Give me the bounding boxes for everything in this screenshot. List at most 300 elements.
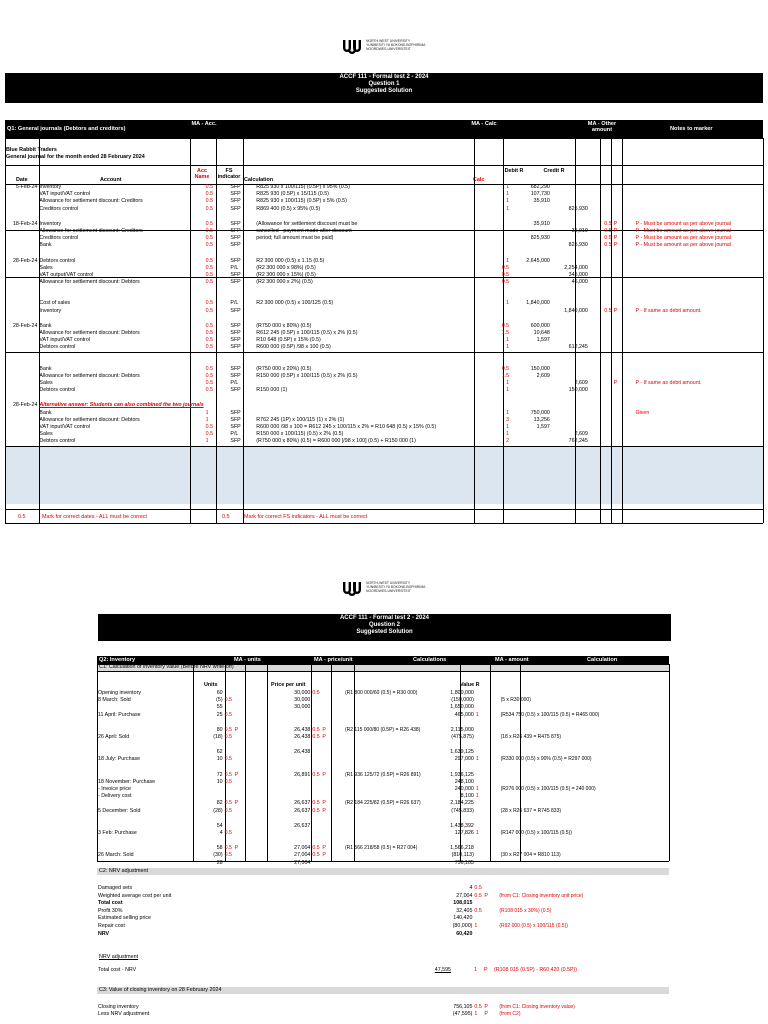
inventory-row xyxy=(97,704,669,711)
nrv-label: Damaged sets xyxy=(98,885,133,891)
journal-account: Bank xyxy=(39,409,52,416)
nrv-row xyxy=(97,931,669,939)
inventory-label: 18 July: Purchase xyxy=(98,756,141,763)
journal-fs-indicator: SFP xyxy=(230,416,241,423)
inventory-value: 2,184,225 xyxy=(450,800,474,807)
journal-calculation: (R750 000 x 80%) (0.5) = R600 000 [/98 x 100] (0.5) + R150 000 (1) xyxy=(256,438,416,445)
inventory-amount-mark: 1 xyxy=(475,756,479,763)
inventory-price-mark xyxy=(311,823,321,830)
journal-row xyxy=(5,300,763,307)
journal-other-mark xyxy=(589,387,613,402)
q2-c2-title-bar xyxy=(97,868,669,875)
journal-calculation: R869 400 (0.5) x 95% (0.5) xyxy=(256,205,321,212)
inventory-price: 30,000 xyxy=(294,697,311,704)
journal-other-pmark xyxy=(613,337,624,344)
inventory-label xyxy=(97,823,192,830)
inventory-calc: (30 x R27 004 = R810 113) xyxy=(500,852,561,859)
inventory-price: 27,004 xyxy=(294,852,311,859)
inventory-amount-pmark xyxy=(485,712,495,727)
inventory-units-pmark: P xyxy=(234,726,239,733)
inventory-label xyxy=(97,845,192,852)
inventory-price-mark xyxy=(311,779,321,786)
q2-c3-title: C3: Value of closing inventory on 28 February 2024 xyxy=(99,987,222,993)
inventory-units-pmark: P xyxy=(234,845,239,852)
nrv-row xyxy=(97,908,669,916)
journal-row xyxy=(5,221,763,228)
journal-note xyxy=(634,431,763,438)
inventory-price: 26,637 xyxy=(294,822,311,829)
inventory-spacer-2 xyxy=(331,690,344,697)
journal-debit: 107,730 xyxy=(530,191,550,198)
journal-calculation xyxy=(255,402,482,409)
inventory-spacer-2 xyxy=(331,704,344,711)
journal-other-pmark xyxy=(613,258,624,265)
journal-acc-mark: 0.5 xyxy=(205,205,214,212)
inventory-price-calc xyxy=(344,852,449,859)
journal-other-mark xyxy=(589,431,613,438)
journal-note xyxy=(634,323,763,330)
nrv-row xyxy=(97,893,669,901)
journal-other-mark xyxy=(589,438,613,445)
q2-header-calculation: Calculation xyxy=(587,657,618,663)
inventory-amount-pmark xyxy=(485,697,495,704)
journal-date xyxy=(5,279,38,300)
inventory-calc: (R534 750 (0.5) x 100/115 (0.5) = R465 000) xyxy=(500,711,600,718)
inventory-units-pmark xyxy=(234,793,244,800)
journal-other-pmark xyxy=(613,330,624,337)
nrv-value: 140,420 xyxy=(453,915,473,922)
q1-col-debit: Debit R xyxy=(504,168,524,174)
journal-note: Given xyxy=(635,409,650,416)
q1-hline xyxy=(5,165,763,166)
q2-header-ma-amount: MA - amount xyxy=(495,657,529,663)
inventory-spacer xyxy=(244,852,268,859)
inventory-price-pmark xyxy=(321,704,331,711)
journal-spacer xyxy=(623,344,634,365)
q1-company: Blue Rabbit Traders xyxy=(6,147,57,153)
journal-credit xyxy=(551,300,589,307)
inventory-amount-mark xyxy=(475,734,485,749)
journal-calculation xyxy=(255,242,482,257)
inventory-amount-pmark xyxy=(485,734,495,749)
journal-fs-indicator: SFP xyxy=(230,205,241,212)
nrv-mark xyxy=(473,900,483,908)
journal-acc-mark: 0.5 xyxy=(205,235,214,242)
journal-calc-mark: 1 xyxy=(506,184,510,190)
journal-row xyxy=(5,424,763,431)
inventory-units-pmark xyxy=(234,697,244,704)
q2-header-ma-units: MA - units xyxy=(234,657,261,663)
journal-account: Allowance for settlement discount: Creditors xyxy=(39,228,143,235)
inventory-price-mark xyxy=(311,697,321,704)
inventory-spacer xyxy=(244,704,268,711)
journal-calc-mark: 1 xyxy=(506,387,510,394)
closing-row xyxy=(97,1004,669,1011)
inventory-value: 240,000 xyxy=(454,786,474,793)
journal-calc-mark: 0.5 xyxy=(501,272,510,279)
nrv-calc: (R108 015 x 30%) (0.5) xyxy=(499,907,552,914)
inventory-spacer xyxy=(244,860,268,867)
inventory-units-mark: 0.5 xyxy=(224,734,233,741)
journal-other-mark xyxy=(589,272,613,279)
q2-c2-table xyxy=(97,885,669,938)
nrv-mark xyxy=(473,915,483,923)
closing-label: Closing inventory xyxy=(98,1004,139,1010)
q1-col-fs: FS indicator xyxy=(217,168,241,180)
journal-debit xyxy=(510,387,551,402)
inventory-price-mark: 0.5 xyxy=(312,800,320,807)
journal-calculation xyxy=(255,380,482,387)
inventory-row xyxy=(97,697,669,704)
journal-calc-mark: 1.5 xyxy=(501,330,510,337)
inventory-row xyxy=(97,830,669,845)
journal-calc-mark: 2 xyxy=(506,438,510,445)
journal-note xyxy=(634,417,763,424)
journal-credit: 2,609 xyxy=(574,431,588,438)
inventory-spacer xyxy=(244,786,268,793)
inventory-units-mark: 0.5 xyxy=(224,778,233,785)
q1-footer-mark-dates: 0.5 xyxy=(18,514,26,520)
nrv-value: (80,000) xyxy=(452,922,473,929)
inventory-units: (28) xyxy=(213,807,223,814)
journal-fs-indicator: SFP xyxy=(230,242,241,249)
journal-spacer xyxy=(623,330,634,337)
university-logo-2 xyxy=(341,576,425,598)
nrv-pmark xyxy=(483,931,493,939)
journal-debit: 2,609 xyxy=(536,372,550,379)
journal-fs-indicator: SFP xyxy=(230,322,241,329)
journal-debit xyxy=(510,228,551,235)
inventory-amount-mark xyxy=(475,779,485,786)
journal-spacer xyxy=(623,228,634,235)
inventory-amount-mark xyxy=(475,727,485,734)
inventory-calc xyxy=(495,772,669,779)
journal-credit: 612,245 xyxy=(568,344,588,351)
journal-spacer xyxy=(623,272,634,279)
journal-other-mark xyxy=(589,424,613,431)
inventory-units-mark: 0.5 xyxy=(224,697,233,704)
q1-footer-text-fs: Mark for correct FS indicators - ALL must be correct xyxy=(244,514,368,520)
inventory-units: 28 xyxy=(216,859,223,866)
inventory-label: 18 November: Purchase xyxy=(98,778,156,785)
inventory-amount-mark: 1 xyxy=(475,711,479,718)
journal-credit xyxy=(551,235,589,242)
journal-date xyxy=(5,424,38,431)
q1-header-bar xyxy=(5,120,763,138)
q1-banner-line-1: ACCF 111 - Formal test 2 - 2024 xyxy=(339,74,429,80)
journal-debit: 35,910 xyxy=(533,220,550,227)
nrv-label: Profit 30% xyxy=(98,907,123,914)
journal-other-pmark: P xyxy=(613,307,618,314)
inventory-price-mark xyxy=(311,786,321,793)
journal-other-mark xyxy=(589,191,613,198)
journal-other-pmark xyxy=(613,323,624,330)
inventory-price-mark xyxy=(311,860,321,867)
inventory-amount-pmark xyxy=(485,808,495,823)
closing-mark: 1 xyxy=(474,1011,478,1018)
journal-row xyxy=(5,380,763,387)
inventory-price-calc: (R2 115 000/80 (0.5P) = R26 438) xyxy=(344,726,421,733)
inventory-value: (810,113) xyxy=(451,852,474,859)
nrv-pmark xyxy=(483,915,493,923)
inventory-amount-mark xyxy=(475,772,485,779)
journal-date xyxy=(5,242,38,257)
journal-other-pmark: P xyxy=(613,235,618,242)
inventory-price-pmark xyxy=(321,823,331,830)
q2-nrv-pmark: P xyxy=(484,967,488,973)
journal-spacer xyxy=(623,380,634,387)
inventory-value: 248,100 xyxy=(454,778,474,785)
journal-other-pmark xyxy=(613,417,624,424)
journal-acc-mark: 0.5 xyxy=(205,380,214,387)
inventory-price-calc xyxy=(344,704,449,711)
journal-debit xyxy=(510,272,551,279)
journal-debit: 13,256 xyxy=(533,416,550,423)
q2-nrv-adjustment-title: NRV adjustment xyxy=(99,954,139,960)
inventory-price-calc xyxy=(344,823,449,830)
inventory-units-mark: 0.5 xyxy=(224,830,233,837)
inventory-units: 72 xyxy=(216,771,223,778)
inventory-spacer xyxy=(244,712,268,727)
inventory-price-mark: 0.5 xyxy=(312,726,320,733)
inventory-amount-pmark xyxy=(485,772,495,779)
journal-calc-mark: 1 xyxy=(506,424,510,431)
journal-date xyxy=(5,235,38,242)
inventory-spacer xyxy=(244,756,268,771)
journal-calc-mark: 1 xyxy=(506,431,510,438)
journal-date xyxy=(5,438,38,445)
journal-date xyxy=(5,410,38,417)
journal-debit xyxy=(510,279,551,300)
journal-other-mark xyxy=(589,206,613,221)
inventory-spacer-2 xyxy=(331,712,344,727)
journal-credit xyxy=(551,184,589,191)
journal-calculation: (R750 000 x 80%) (0.5) xyxy=(256,322,312,329)
journal-debit xyxy=(510,438,551,445)
journal-calc-mark: 0.5 xyxy=(501,264,510,271)
journal-credit xyxy=(551,198,589,205)
journal-calculation: (R2 300 000 x 98%) (0.5) xyxy=(256,264,316,271)
inventory-amount-mark xyxy=(475,860,485,867)
journal-row xyxy=(5,191,763,198)
journal-date xyxy=(5,337,38,344)
inventory-units-mark xyxy=(224,786,234,793)
inventory-calc xyxy=(495,727,669,734)
inventory-value: 1,650,000 xyxy=(450,704,474,711)
inventory-row xyxy=(97,852,669,859)
inventory-units-mark xyxy=(224,749,234,756)
journal-debit: 682,290 xyxy=(530,184,550,190)
inventory-price: 26,438 xyxy=(294,734,311,741)
inventory-spacer xyxy=(244,749,268,756)
journal-other-mark xyxy=(589,279,613,300)
inventory-units-mark: 0.5 xyxy=(224,771,233,778)
journal-calculation: (R2 300 000 x 15%) (0.5) xyxy=(256,272,316,279)
inventory-amount-mark xyxy=(475,690,485,697)
nrv-mark: 1 xyxy=(474,922,478,929)
q1-hline xyxy=(5,509,763,510)
journal-note: P - Must be amount as per above journal xyxy=(635,228,732,235)
closing-label: Less NRV adjustment xyxy=(98,1011,150,1018)
journal-debit xyxy=(510,402,551,409)
inventory-spacer-2 xyxy=(331,808,344,823)
journal-note xyxy=(634,330,763,337)
q1-header-notes: Notes to marker xyxy=(670,126,713,132)
nrv-label: Repair cost xyxy=(98,922,125,929)
journal-calculation: R825 930 x 100/115) (0.5P) x 95% (0.5) xyxy=(256,184,350,190)
journal-note xyxy=(634,198,763,205)
journal-note: P - Must be amount as per above journal xyxy=(635,235,732,242)
journal-credit xyxy=(551,337,589,344)
journal-account: VAT output/VAT control xyxy=(39,272,94,279)
journal-debit: 825,930 xyxy=(530,235,550,242)
inventory-units: 10 xyxy=(216,756,223,763)
inventory-calc xyxy=(495,779,669,786)
inventory-spacer-2 xyxy=(331,756,344,771)
journal-calculation: R825 930 x 100/115) (0.5P) x 5% (0.5) xyxy=(256,198,347,205)
inventory-amount-pmark xyxy=(485,793,495,800)
nrv-calc xyxy=(493,931,669,939)
inventory-price-mark: 0.5 xyxy=(312,807,320,814)
journal-calculation: (R2 300 000 x 2%) (0.5) xyxy=(256,279,313,286)
journal-credit xyxy=(551,373,589,380)
journal-other-mark xyxy=(589,337,613,344)
journal-credit: 46,000 xyxy=(571,279,588,286)
inventory-row xyxy=(97,772,669,779)
q2-header-bar xyxy=(97,656,669,664)
inventory-calc: (18 x R26 439 = R475 875) xyxy=(500,734,562,741)
inventory-spacer-2 xyxy=(331,860,344,867)
inventory-price xyxy=(268,830,311,845)
journal-calculation: R2 300 000 (0.5) x 100/125 (0.5) xyxy=(256,300,334,307)
nrv-mark: 0.5 xyxy=(474,907,482,914)
nrv-value: 60,420 xyxy=(456,930,473,937)
journal-date xyxy=(5,387,38,402)
journal-acc-mark: 0.5 xyxy=(205,300,214,307)
nrv-row xyxy=(97,915,669,923)
journal-date xyxy=(5,330,38,337)
inventory-units: 55 xyxy=(216,704,223,711)
inventory-row xyxy=(97,712,669,727)
inventory-units xyxy=(192,793,224,800)
journal-note xyxy=(634,438,763,445)
journal-debit xyxy=(510,265,551,272)
journal-calculation: R600 000 /98 x 100 = R612 245 x 100/115 x 2% = R10 648 (0.5) x 15% (0.5) xyxy=(256,424,437,431)
journal-debit: 1,597 xyxy=(536,424,550,431)
journal-other-pmark xyxy=(613,373,624,380)
journal-other-mark xyxy=(589,258,613,265)
inventory-price-pmark xyxy=(321,779,331,786)
inventory-units-mark: 0.5 xyxy=(224,807,233,814)
inventory-spacer xyxy=(244,845,268,852)
journal-note: P - Must be amount as per above journal xyxy=(635,242,732,249)
journal-credit: 150,000 xyxy=(568,387,588,394)
journal-other-pmark: P xyxy=(613,380,618,387)
inventory-price-pmark xyxy=(321,712,331,727)
journal-note xyxy=(634,206,763,221)
journal-acc-mark: 0.5 xyxy=(205,228,214,235)
inventory-price-pmark: P xyxy=(322,734,326,741)
journal-date: 18-Feb-24 xyxy=(12,220,38,227)
journal-fs-indicator: P/L xyxy=(230,300,239,307)
q2-c1-title-bar xyxy=(97,664,669,671)
journal-account: Debtors control xyxy=(39,438,76,445)
journal-row xyxy=(5,344,763,365)
journal-acc-mark: 1 xyxy=(205,438,209,445)
inventory-value: 465,000 xyxy=(454,711,474,718)
inventory-row xyxy=(97,823,669,830)
journal-calculation: R150 000 (1) xyxy=(256,387,288,394)
journal-other-pmark xyxy=(613,265,624,272)
journal-calculation: R10 648 (0.5P) x 15% (0.5) xyxy=(256,337,321,344)
q1-col-calculation: Calculation xyxy=(244,177,274,183)
journal-account: Sales xyxy=(39,380,53,387)
inventory-calc: (28 x R26 637 = R745 833) xyxy=(500,807,562,814)
journal-other-mark: 0.5 xyxy=(604,242,612,249)
journal-row xyxy=(5,206,763,221)
inventory-row xyxy=(97,860,669,867)
inventory-units: (18) xyxy=(213,734,223,741)
inventory-amount-pmark xyxy=(485,823,495,830)
nrv-label: Estimated selling price xyxy=(98,915,151,922)
inventory-amount-mark xyxy=(475,697,485,704)
closing-mark: 0.5 xyxy=(474,1004,482,1010)
journal-note xyxy=(634,191,763,198)
journal-acc-mark: 0.5 xyxy=(205,372,214,379)
journal-acc-mark: 0.5 xyxy=(205,279,214,286)
inventory-units-pmark xyxy=(234,712,244,727)
journal-fs-indicator: SFP xyxy=(230,337,241,344)
inventory-value: (150,000) xyxy=(451,697,474,704)
inventory-price-pmark xyxy=(321,690,331,697)
inventory-price: 26,637 xyxy=(294,807,311,814)
inventory-amount-pmark xyxy=(485,727,495,734)
journal-acc-mark: 0.5 xyxy=(205,257,214,264)
journal-account: Cost of sales xyxy=(39,300,71,307)
inventory-amount-mark xyxy=(475,823,485,830)
journal-acc-mark: 0.5 xyxy=(205,337,214,344)
inventory-price: 27,004 xyxy=(294,859,311,866)
inventory-units-mark xyxy=(224,860,234,867)
journal-acc-mark: 0.5 xyxy=(205,424,214,431)
inventory-calc xyxy=(495,845,669,852)
journal-other-mark xyxy=(589,417,613,424)
journal-other-pmark xyxy=(613,184,624,191)
inventory-amount-pmark xyxy=(485,845,495,852)
journal-calc-mark: 3 xyxy=(506,416,510,423)
journal-acc-mark: 0.5 xyxy=(205,365,214,372)
q2-banner-line-1: ACCF 111 - Formal test 2 - 2024 xyxy=(339,615,430,621)
logo-line-1: NORTH-WEST UNIVERSITY xyxy=(366,39,411,43)
inventory-price-calc xyxy=(344,830,449,845)
inventory-price xyxy=(268,779,311,786)
journal-spacer xyxy=(623,410,634,417)
journal-other-pmark xyxy=(613,191,624,198)
logo-2-line-1: NORTH-WEST UNIVERSITY xyxy=(366,581,411,585)
journal-calculation: R150 000 x 100/115) (0.5) x 2% (0.5) xyxy=(256,431,344,438)
inventory-units: 60 xyxy=(216,690,223,696)
journal-other-pmark xyxy=(613,198,624,205)
inventory-price-pmark xyxy=(321,749,331,756)
q2-hline xyxy=(97,671,669,672)
journal-credit: 345,000 xyxy=(568,272,588,279)
journal-calc-mark: 1 xyxy=(506,344,510,351)
inventory-units: 80 xyxy=(216,726,223,733)
q2-c3-title-bar xyxy=(97,987,669,994)
journal-debit xyxy=(510,380,551,387)
inventory-calc xyxy=(495,793,669,800)
inventory-units: 54 xyxy=(216,822,223,829)
